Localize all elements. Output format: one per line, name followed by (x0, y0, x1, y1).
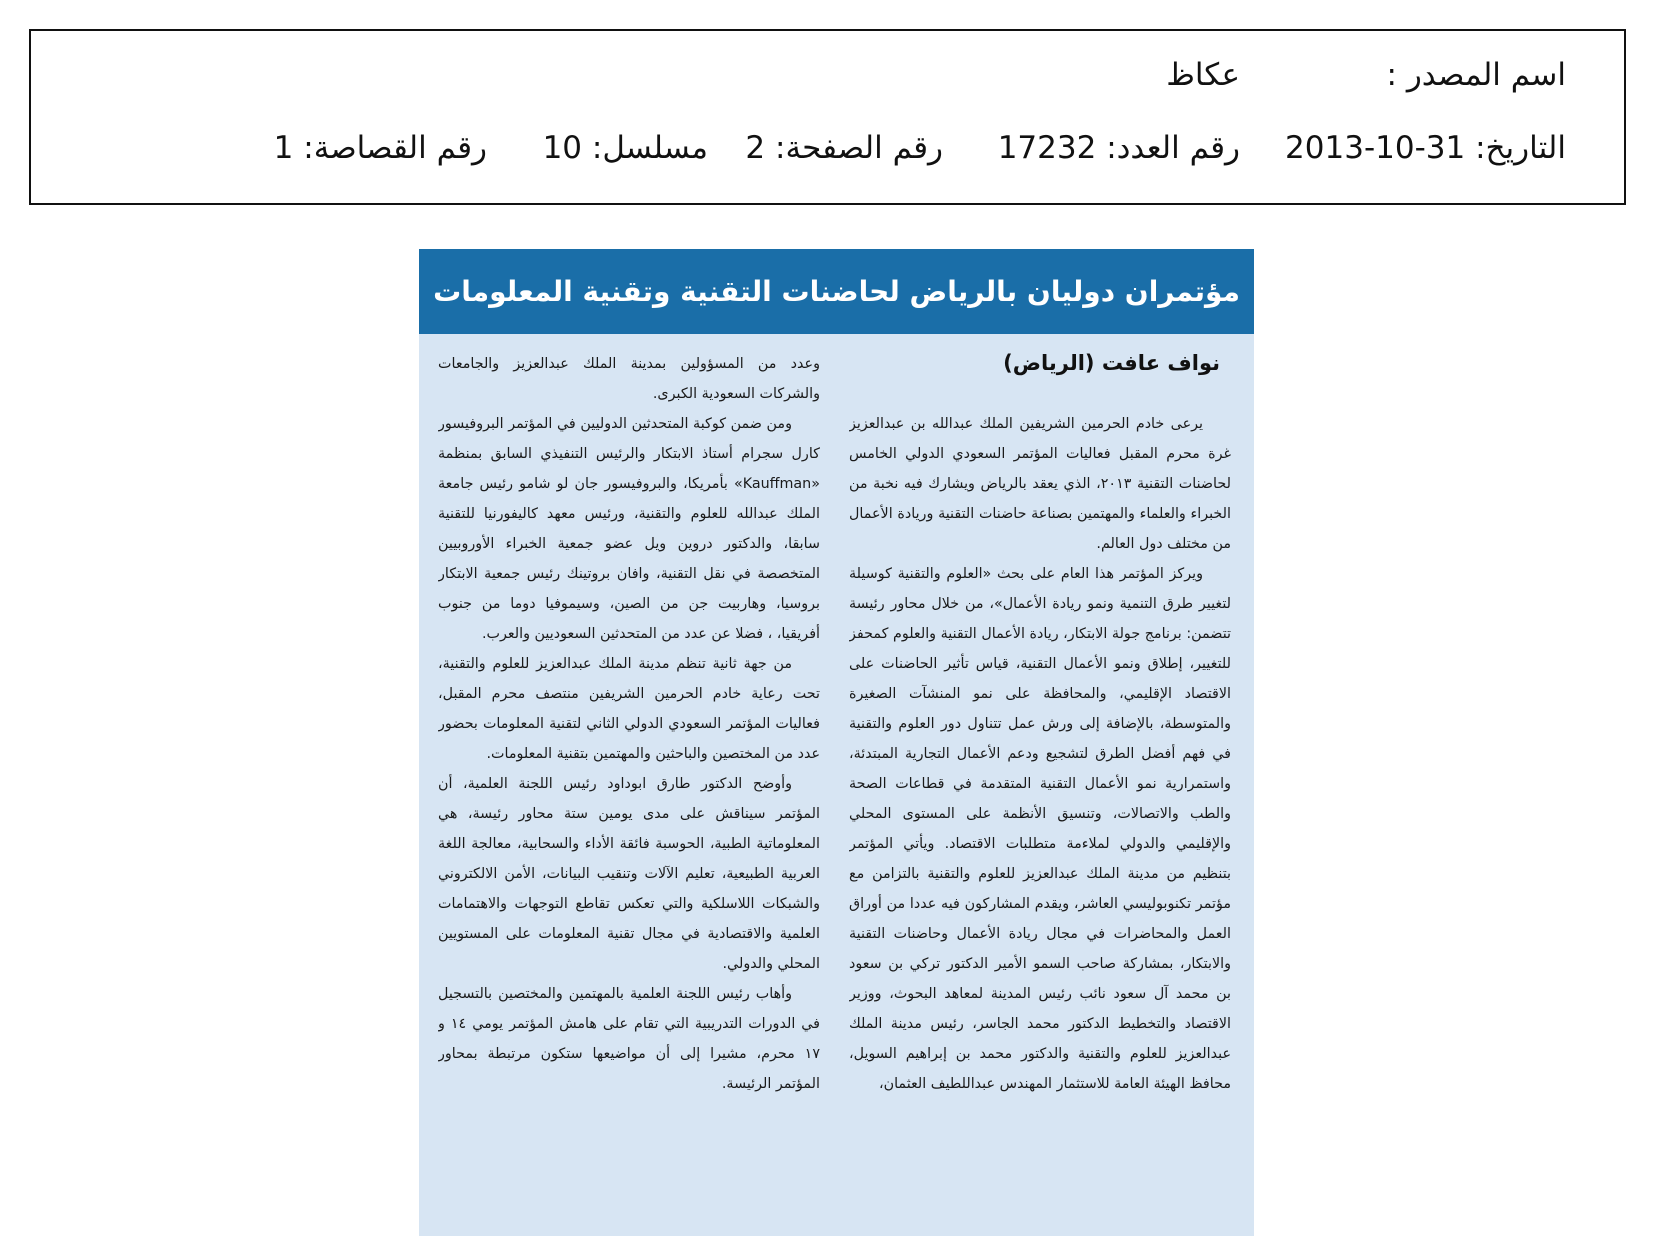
issue-value: 17232 (997, 130, 1097, 166)
issue-field (998, 126, 1240, 170)
date-label: التاريخ: (1475, 130, 1566, 166)
source-value: عكاظ (1166, 57, 1240, 93)
page-label: رقم الصفحة: (775, 130, 943, 166)
article-headline: مؤتمران دوليان بالرياض لحاضنات التقنية وتقنية المعلومات (419, 249, 1254, 334)
serial-field (543, 126, 708, 170)
page-field (745, 126, 943, 170)
paragraph: يرعى خادم الحرمين الشريفين الملك عبدالله بن عبدالعزيز غرة محرم المقبل فعاليات المؤتمر السعودي الدولي الخامس لحاضنات التقنية ٢٠١٣، الذي يعقد بالرياض ويشارك فيه نخبة من الخبراء والعلماء والمهتمين بصناعة حاضنات التقنية وريادة الأعمال من مختلف دول العالم. (849, 416, 1231, 552)
clip-field (274, 126, 487, 170)
source-row (89, 53, 1566, 97)
paragraph: وأهاب رئيس اللجنة العلمية بالمهتمين والمختصين بالتسجيل في الدورات التدريبية التي تقام على هامش المؤتمر يومي ١٤ و ١٧ محرم، مشيرا إلى أن مواضيعها ستكون مرتبطة بمحاور المؤتمر الرئيسة. (438, 986, 820, 1092)
issue-label: رقم العدد: (1106, 130, 1240, 166)
article-column-left (438, 349, 820, 1221)
page-value: 2 (745, 130, 766, 166)
paragraph: من جهة ثانية تنظم مدينة الملك عبدالعزيز للعلوم والتقنية، تحت رعاية خادم الحرمين الشريفين منتصف محرم المقبل، فعاليات المؤتمر السعودي الدولي الثاني لتقنية المعلومات بحضور عدد من المختصين والباحثين والمهتمين بتقنية المعلومات. (438, 656, 820, 762)
clip-value: 1 (273, 130, 294, 166)
paragraph: وعدد من المسؤولين بمدينة الملك عبدالعزيز والجامعات والشركات السعودية الكبرى. (438, 356, 820, 402)
date-field (1285, 126, 1566, 170)
info-row (89, 126, 1566, 170)
serial-value: 10 (542, 130, 583, 166)
newspaper-clipping (419, 249, 1254, 1236)
clip-label: رقم القصاصة: (303, 130, 487, 166)
source-label: اسم المصدر : (1386, 57, 1566, 93)
paragraph: ويركز المؤتمر هذا العام على بحث «العلوم والتقنية كوسيلة لتغيير طرق التنمية ونمو ريادة الأعمال»، من خلال محاور رئيسة تتضمن: برنامج جولة الابتكار، ريادة الأعمال التقنية والعلوم كمحفز للتغيير، إطلاق ونمو الأعمال التقنية، قياس تأثير الحاضنات على الاقتصاد الإقليمي، والمحافظة على نمو المنشآت الصغيرة والمتوسطة، بالإضافة إلى ورش عمل تتناول دور العلوم والتقنية في فهم أفضل الطرق لتشجيع ودعم الأعمال التجارية المبتدئة، واستمرارية نمو الأعمال التقنية المتقدمة في قطاعات الصحة والطب والاتصالات، وتنسيق الأنظمة على المستوى المحلي والإقليمي والدولي لملاءمة متطلبات الاقتصاد. ويأتي المؤتمر بتنظيم من مدينة الملك عبدالعزيز للعلوم والتقنية بالتزامن مع مؤتمر تكنوبوليسي العاشر، ويقدم المشاركون فيه عددا من أوراق العمل والمحاضرات في مجال ريادة الأعمال وحاضنات التقنية والابتكار، بمشاركة صاحب السمو الأمير الدكتور تركي بن سعود بن محمد آل سعود نائب رئيس المدينة لمعاهد البحوث، ووزير الاقتصاد والتخطيط الدكتور محمد الجاسر، رئيس مدينة الملك عبدالعزيز للعلوم والتقنية والدكتور محمد بن إبراهيم السويل، محافظ الهيئة العامة للاستثمار المهندس عبداللطيف العثمان، (849, 566, 1231, 1092)
date-value: 2013-10-31 (1285, 130, 1466, 166)
article-column-right (849, 409, 1231, 1221)
paragraph: وأوضح الدكتور طارق ابوداود رئيس اللجنة العلمية، أن المؤتمر سيناقش على مدى يومين ستة محاور رئيسة، هي المعلوماتية الطبية، الحوسبة فائقة الأداء والسحابية، معالجة اللغة العربية الطبيعية، تعليم الآلات وتنقيب البيانات، الأمن الالكتروني والشبكات اللاسلكية والتي تعكس تقاطع التوجهات والاهتمامات العلمية والاقتصادية في مجال تقنية المعلومات على المستويين المحلي والدولي. (438, 776, 820, 972)
clipping-metadata-box (29, 29, 1626, 205)
serial-label: مسلسل: (591, 130, 708, 166)
paragraph: ومن ضمن كوكبة المتحدثين الدوليين في المؤتمر البروفيسور كارل سجرام أستاذ الابتكار والرئيس التنفيذي السابق بمنظمة «Kauffman» بأمريكا، والبروفيسور جان لو شامو رئيس جامعة الملك عبدالله للعلوم والتقنية، ورئيس معهد كاليفورنيا للتقنية سابقا، والدكتور دروين ويل عضو جمعية الخبراء الأوروبيين المتخصصة في نقل التقنية، وافان بروتينك رئيس جمعية الابتكار بروسيا، وهاربيت جن من الصين، وسيموفيا دوما من جنوب أفريقيا، ، فضلا عن عدد من المتحدثين السعوديين والعرب. (438, 416, 820, 642)
article-byline: نواف عافت (الرياض) (1003, 351, 1220, 375)
